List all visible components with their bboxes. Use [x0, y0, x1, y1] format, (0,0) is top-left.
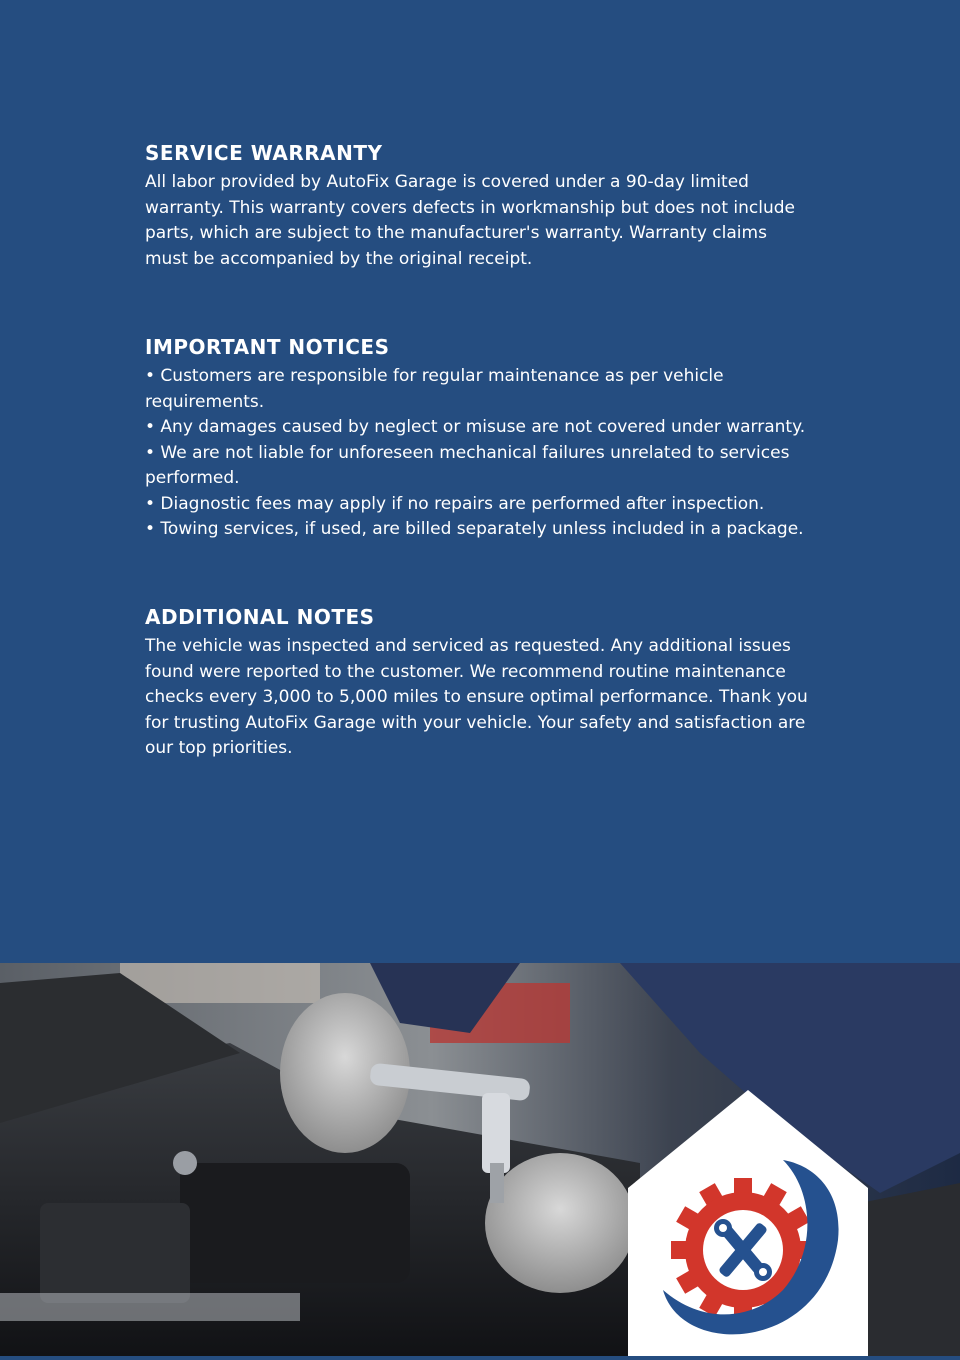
important-notices-section: [145, 334, 815, 543]
service-warranty-title: SERVICE WARRANTY: [145, 141, 383, 165]
additional-notes-body: The vehicle was inspected and serviced as requested. Any additional issues found were reported to the customer. We recommend routine maintenance checks every 3,000 to 5,000 miles to ensure optimal performance. Thank you for trusting AutoFix Garage with your vehicle. Your safety and satisfaction are our top priorities.: [145, 636, 808, 758]
logo-badge: [628, 1090, 868, 1356]
notice-item: • Towing services, if used, are billed separately unless included in a package.: [145, 519, 804, 539]
additional-notes-section: [145, 604, 815, 762]
notice-item: • Any damages caused by neglect or misuse are not covered under warranty.: [145, 417, 806, 437]
notices-list: [145, 364, 815, 543]
notice-item: • Customers are responsible for regular maintenance as per vehicle requirements.: [145, 366, 724, 412]
notice-item: • Diagnostic fees may apply if no repairs are performed after inspection.: [145, 493, 765, 514]
service-warranty-section: [145, 140, 815, 272]
additional-notes-title: ADDITIONAL NOTES: [145, 605, 375, 629]
important-notices-title: IMPORTANT NOTICES: [145, 335, 390, 359]
service-warranty-body: All labor provided by AutoFix Garage is covered under a 90-day limited warranty. This warranty covers defects in workmanship but does not include parts, which are subject to the manufacturer's warranty. Warranty claims must be accompanied by the original receipt.: [145, 172, 795, 269]
notice-item: • We are not liable for unforeseen mechanical failures unrelated to services performed.: [145, 442, 790, 488]
